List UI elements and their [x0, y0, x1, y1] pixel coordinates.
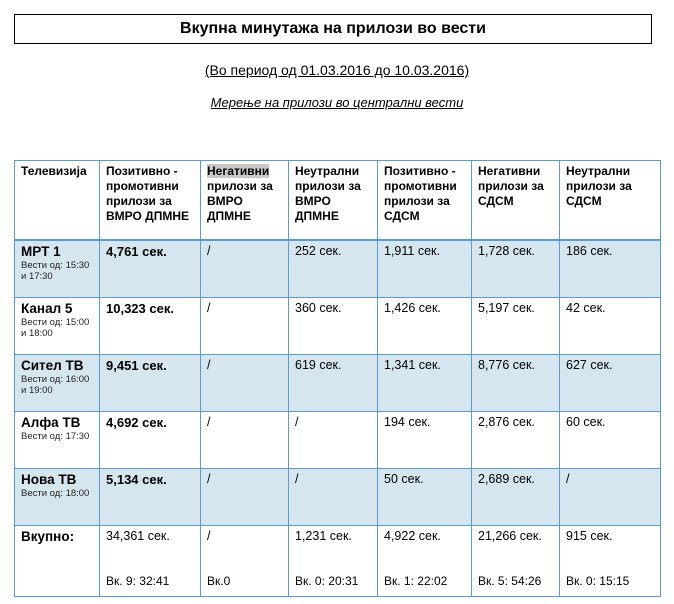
total-value: 21,266 сек.	[478, 529, 542, 543]
table-row	[15, 240, 661, 298]
neu-vmro-cell: 252 сек.	[289, 240, 378, 298]
page-title-text: Вкупна минутажа на прилози во вести	[180, 20, 486, 37]
neu-vmro-cell: 360 сек.	[289, 298, 378, 355]
total-duration: Вк. 0: 20:31	[295, 574, 359, 588]
neg-vmro-cell: /	[201, 355, 289, 412]
tv-cell	[15, 298, 100, 355]
tv-name: Канал 5	[21, 301, 73, 316]
tv-cell	[15, 469, 100, 526]
neu-vmro-cell: /	[289, 412, 378, 469]
subtitle: Мерење на прилози во централни вести	[210, 95, 464, 110]
header-neu-sdsm: Неутрални прилози за СДСМ	[560, 161, 661, 241]
table-row	[15, 355, 661, 412]
total-neu-vmro	[289, 526, 378, 597]
airtime-table	[14, 160, 661, 597]
header-neg-vmro-rest: прилози за ВМРО ДПМНЕ	[207, 179, 273, 223]
table-row	[15, 412, 661, 469]
neg-vmro-cell: /	[201, 240, 289, 298]
neg-sdsm-cell: 8,776 сек.	[472, 355, 560, 412]
pos-sdsm-cell: 1,426 сек.	[378, 298, 472, 355]
pos-vmro-cell: 10,323 сек.	[100, 298, 201, 355]
header-neg-sdsm: Негативни прилози за СДСМ	[472, 161, 560, 241]
total-neg-sdsm	[472, 526, 560, 597]
header-neg-vmro	[201, 161, 289, 241]
page-title	[14, 14, 652, 44]
header-neu-vmro: Неутрални прилози за ВМРО ДПМНЕ	[289, 161, 378, 241]
total-row	[15, 526, 661, 597]
header-neg-vmro-highlight: Негативни	[207, 164, 270, 178]
tv-name: Нова ТВ	[21, 472, 77, 487]
neg-vmro-cell: /	[201, 298, 289, 355]
header-pos-vmro: Позитивно - промотивни прилози за ВМРО ДПМНЕ	[100, 161, 201, 241]
neg-sdsm-cell: 2,876 сек.	[472, 412, 560, 469]
tv-cell	[15, 355, 100, 412]
neg-sdsm-cell: 1,728 сек.	[472, 240, 560, 298]
tv-schedule: Вести од: 15:00 и 18:00	[21, 317, 90, 339]
total-neg-vmro	[201, 526, 289, 597]
table-row	[15, 469, 661, 526]
neu-vmro-cell: 619 сек.	[289, 355, 378, 412]
neg-sdsm-cell: 2,689 сек.	[472, 469, 560, 526]
tv-name: Алфа ТВ	[21, 415, 81, 430]
neg-sdsm-cell: 5,197 сек.	[472, 298, 560, 355]
tv-schedule: Вести од: 16:00 и 19:00	[21, 374, 90, 396]
tv-name: МРТ 1	[21, 244, 61, 259]
total-pos-vmro	[100, 526, 201, 597]
tv-schedule: Вести од: 17:30	[21, 431, 90, 442]
pos-sdsm-cell: 194 сек.	[378, 412, 472, 469]
total-pos-sdsm	[378, 526, 472, 597]
pos-vmro-cell: 4,692 сек.	[100, 412, 201, 469]
tv-cell	[15, 412, 100, 469]
neu-sdsm-cell: 60 сек.	[560, 412, 661, 469]
table-header-row	[15, 161, 661, 241]
header-television: Телевизија	[15, 161, 100, 241]
neu-sdsm-cell: 627 сек.	[560, 355, 661, 412]
neu-vmro-cell: /	[289, 469, 378, 526]
tv-cell	[15, 240, 100, 298]
pos-sdsm-cell: 1,911 сек.	[378, 240, 472, 298]
pos-vmro-cell: 4,761 сек.	[100, 240, 201, 298]
total-neu-sdsm	[560, 526, 661, 597]
neu-sdsm-cell: /	[560, 469, 661, 526]
tv-schedule: Вести од: 15:30 и 17:30	[21, 260, 90, 282]
table-row	[15, 298, 661, 355]
total-duration: Вк. 1: 22:02	[384, 574, 448, 588]
total-duration: Вк. 5: 54:26	[478, 574, 542, 588]
total-duration: Вк. 0: 15:15	[566, 574, 630, 588]
tv-name: Сител ТВ	[21, 358, 84, 373]
neu-sdsm-cell: 186 сек.	[560, 240, 661, 298]
total-duration: Вк. 9: 32:41	[106, 574, 170, 588]
total-value: 4,922 сек.	[384, 529, 441, 543]
period-label: (Во период од 01.03.2016 до 10.03.2016)	[204, 62, 470, 78]
pos-sdsm-cell: 1,341 сек.	[378, 355, 472, 412]
total-value: 915 сек.	[566, 529, 613, 543]
pos-sdsm-cell: 50 сек.	[378, 469, 472, 526]
neg-vmro-cell: /	[201, 469, 289, 526]
total-duration: Вк.0	[207, 574, 231, 588]
tv-schedule: Вести од: 18:00	[21, 488, 90, 499]
pos-vmro-cell: 5,134 сек.	[100, 469, 201, 526]
neg-vmro-cell: /	[201, 412, 289, 469]
total-value: 1,231 сек.	[295, 529, 352, 543]
pos-vmro-cell: 9,451 сек.	[100, 355, 201, 412]
total-value: /	[207, 529, 211, 543]
total-label: Вкупно:	[15, 526, 100, 597]
total-value: 34,361 сек.	[106, 529, 170, 543]
neu-sdsm-cell: 42 сек.	[560, 298, 661, 355]
header-pos-sdsm: Позитивно - промотивни прилози за СДСМ	[378, 161, 472, 241]
